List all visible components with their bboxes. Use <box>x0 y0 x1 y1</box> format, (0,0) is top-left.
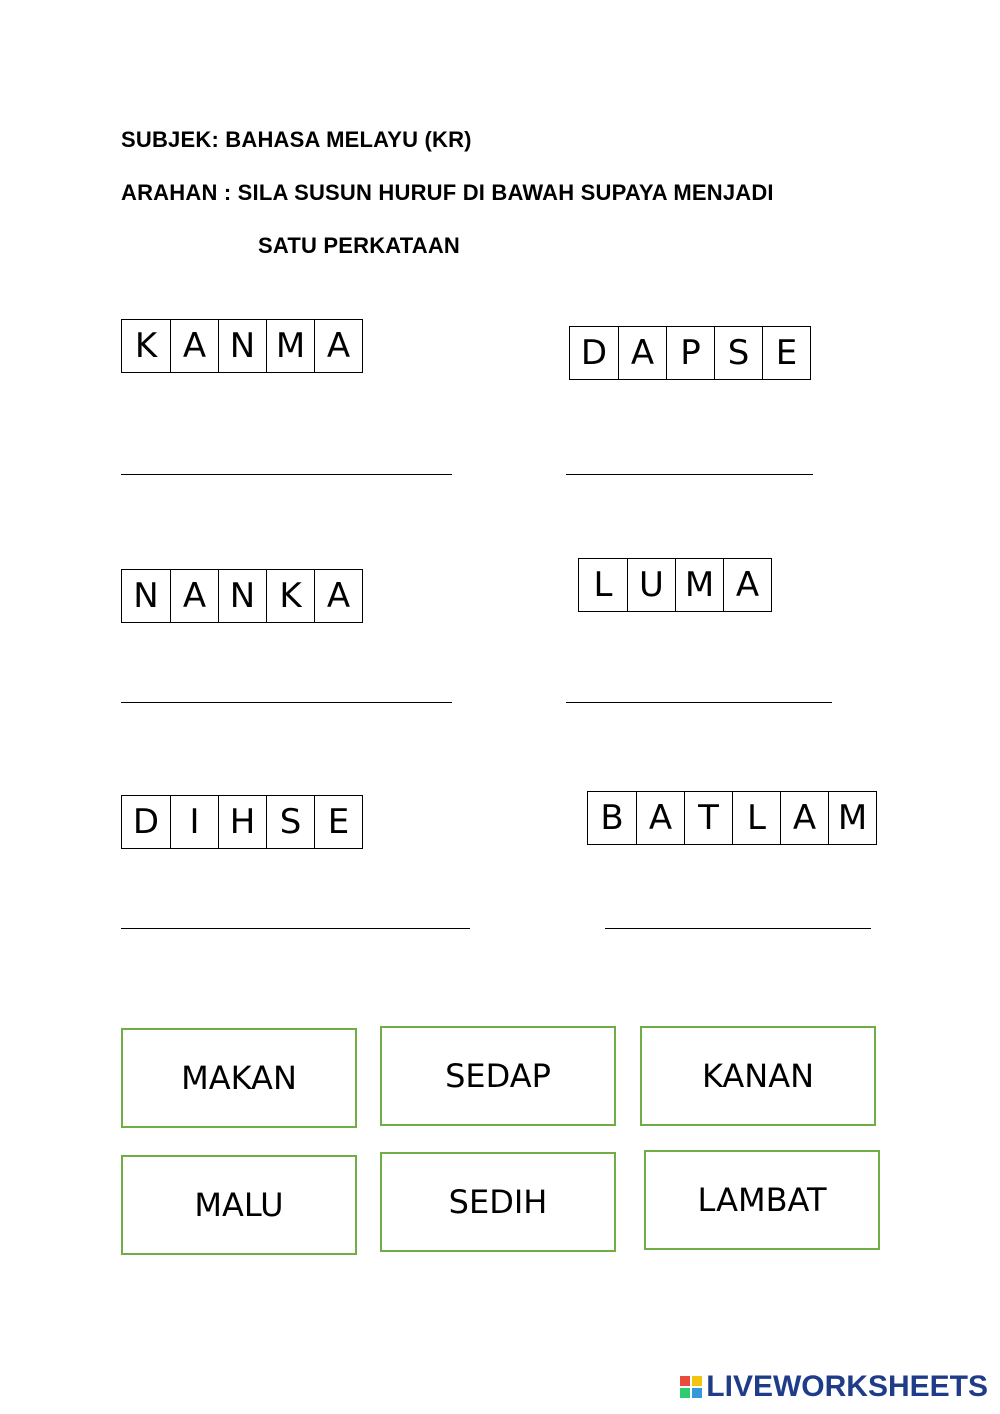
liveworksheets-brand <box>680 1370 988 1404</box>
word-card-sedih[interactable]: SEDIH <box>380 1152 616 1252</box>
letter-tile: A <box>170 320 218 372</box>
letter-tile: S <box>266 796 314 848</box>
letter-tiles-6 <box>587 791 877 845</box>
letter-tiles-1 <box>121 319 363 373</box>
word-card-sedap[interactable]: SEDAP <box>380 1026 616 1126</box>
letter-tile: U <box>627 559 675 611</box>
word-card-malu[interactable]: MALU <box>121 1155 357 1255</box>
subject-heading: SUBJEK: BAHASA MELAYU (KR) <box>121 127 472 152</box>
letter-tile: N <box>218 570 266 622</box>
letter-tile: N <box>133 576 159 616</box>
letter-tile: I <box>170 796 218 848</box>
letter-tile: A <box>170 570 218 622</box>
letter-tile: L <box>593 565 613 605</box>
letter-tile: S <box>714 327 762 379</box>
liveworksheets-logo-icon <box>680 1376 702 1398</box>
letter-tile: A <box>314 320 362 372</box>
letter-tile: M <box>828 792 876 844</box>
letter-tile: H <box>218 796 266 848</box>
answer-line-6[interactable] <box>605 928 871 929</box>
letter-tile: A <box>314 570 362 622</box>
word-card-kanan[interactable]: KANAN <box>640 1026 876 1126</box>
letter-tile: A <box>780 792 828 844</box>
word-card-makan[interactable]: MAKAN <box>121 1028 357 1128</box>
answer-line-4[interactable] <box>566 702 832 703</box>
letter-tiles-3 <box>121 569 363 623</box>
letter-tile: A <box>618 327 666 379</box>
letter-tile: B <box>600 798 624 838</box>
answer-line-5[interactable] <box>121 928 470 929</box>
letter-tile: M <box>675 559 723 611</box>
letter-tile: K <box>134 326 158 366</box>
letter-tile: K <box>266 570 314 622</box>
letter-tiles-2 <box>569 326 811 380</box>
letter-tile: M <box>266 320 314 372</box>
letter-tile: D <box>132 802 160 842</box>
letter-tiles-4 <box>578 558 772 612</box>
letter-tile: T <box>684 792 732 844</box>
word-card-lambat[interactable]: LAMBAT <box>644 1150 880 1250</box>
answer-line-1[interactable] <box>121 474 452 475</box>
letter-tile: N <box>218 320 266 372</box>
letter-tile: P <box>666 327 714 379</box>
letter-tiles-5 <box>121 795 363 849</box>
brand-name: LIVEWORKSHEETS <box>706 1370 988 1403</box>
letter-tile: E <box>314 796 362 848</box>
letter-tile: D <box>580 333 608 373</box>
instruction-line-1: ARAHAN : SILA SUSUN HURUF DI BAWAH SUPAYA MENJADI <box>121 180 774 205</box>
instruction-line-2: SATU PERKATAAN <box>258 233 461 258</box>
letter-tile: E <box>762 327 810 379</box>
letter-tile: A <box>636 792 684 844</box>
answer-line-3[interactable] <box>121 702 452 703</box>
letter-tile: A <box>723 559 771 611</box>
answer-line-2[interactable] <box>566 474 813 475</box>
letter-tile: L <box>732 792 780 844</box>
